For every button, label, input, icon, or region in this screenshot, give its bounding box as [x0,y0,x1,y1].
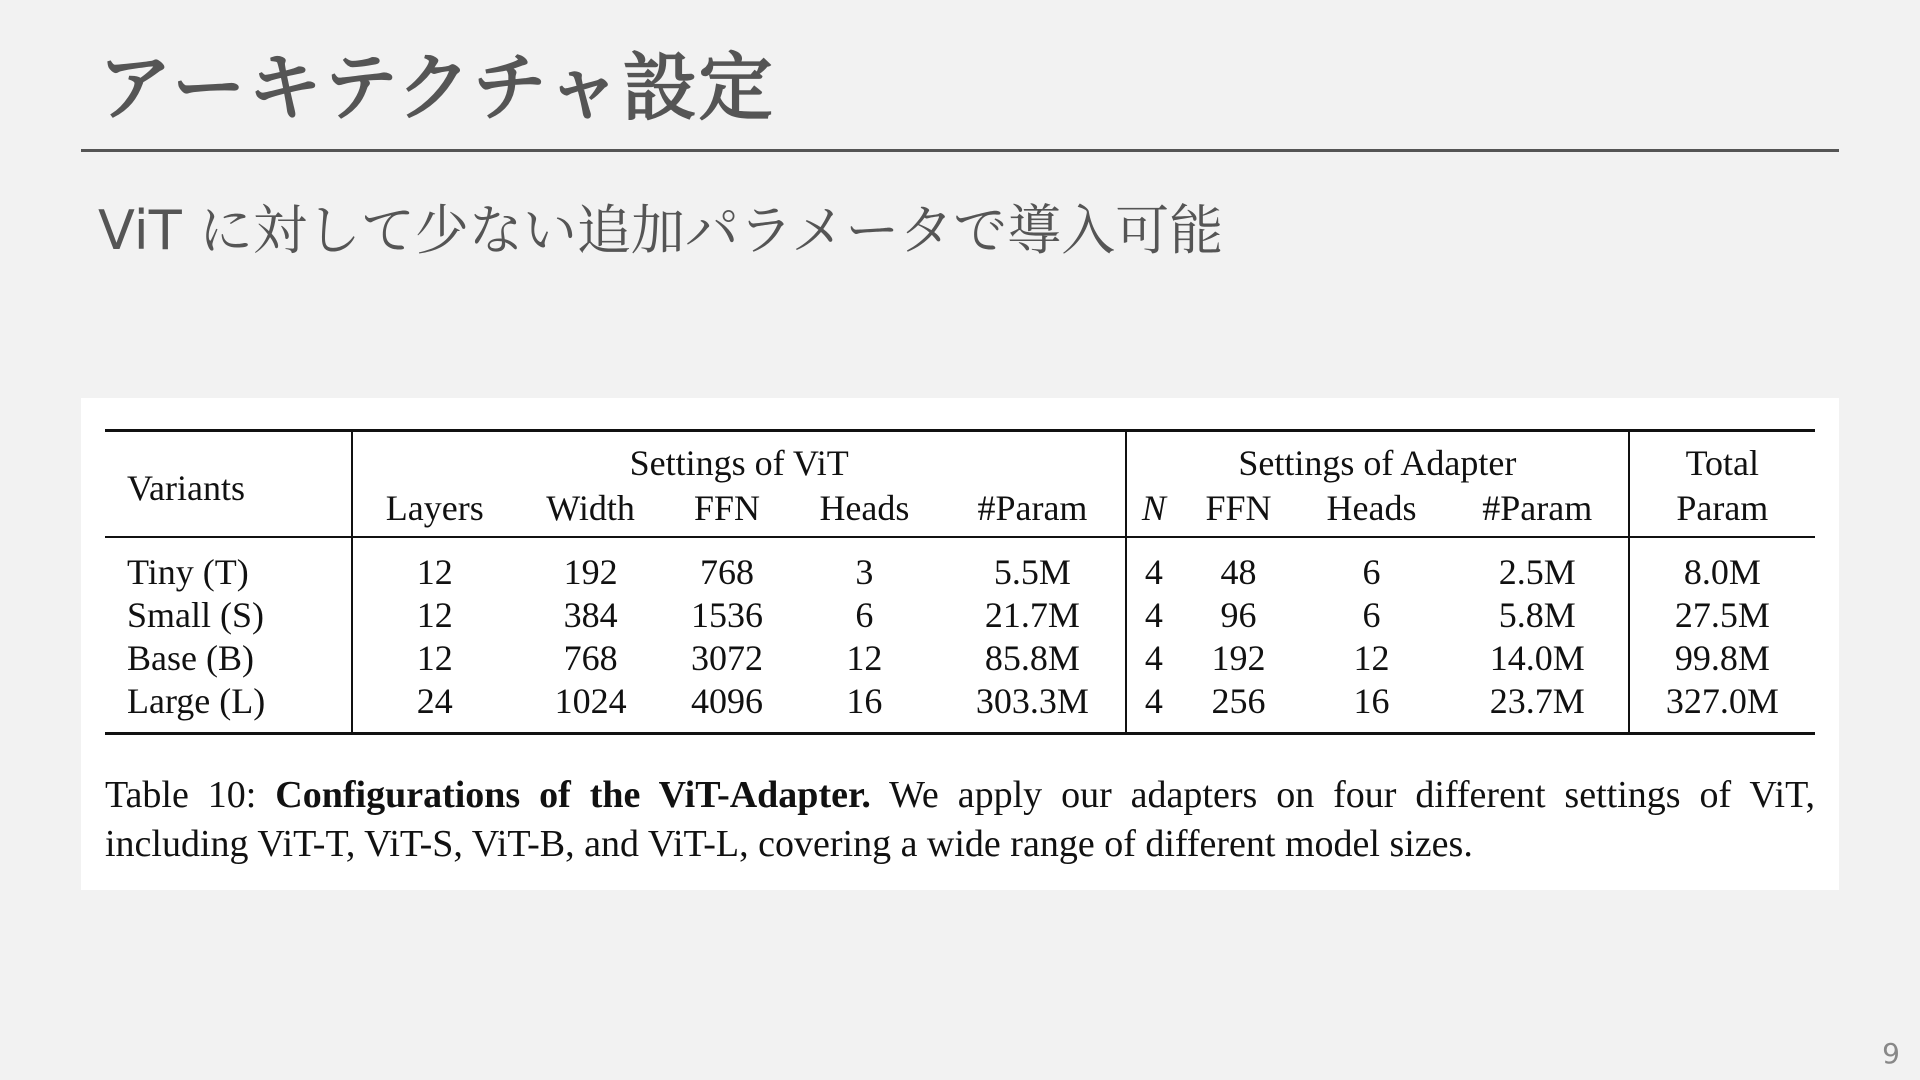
cell-variant: Small (S) [105,593,352,636]
slide-subtitle: ViT に対して少ない追加パラメータで導入可能 [98,199,1224,262]
title-divider [81,149,1839,152]
cell-heads: 3 [855,551,874,592]
cell-param: 85.8M [940,636,1126,679]
cell-adapter-param: 5.8M [1447,593,1629,636]
cell-layers: 12 [416,637,453,678]
cell-heads: 6 [855,594,874,635]
cell-adapter-ffn: 48 [1220,551,1257,592]
cell-ffn: 3072 [690,637,763,678]
table-figure [81,398,1839,890]
caption-text: We apply our adapters on four different settings of ViT, including ViT-T, ViT-S, ViT-B, and ViT-L, covering a wide range of different model sizes. [105,774,1815,865]
header-adapter-heads: Heads [1326,488,1417,528]
cell-ffn: 4096 [690,680,763,721]
cell-heads: 12 [846,637,883,678]
cell-adapter-n: 4 [1144,551,1163,592]
cell-ffn: 768 [699,551,754,592]
table-row [105,537,1815,593]
cell-total: 99.8M [1674,637,1770,678]
cell-width: 384 [563,594,618,635]
header-vit-width: Width [546,488,635,528]
header-adapter-n: N [1141,488,1166,528]
cell-adapter-param: 23.7M [1447,679,1629,734]
cell-variant: Large (L) [105,679,352,734]
header-settings-vit: Settings of ViT [352,431,1126,487]
cell-layers: 12 [416,551,453,592]
page-number: 9 [1882,1037,1900,1070]
cell-width: 192 [563,551,618,592]
header-variants: Variants [105,431,352,538]
header-adapter-param: #Param [1447,486,1629,537]
header-total-top: Total [1685,443,1760,483]
cell-adapter-n: 4 [1144,680,1163,721]
cell-param: 21.7M [940,593,1126,636]
cell-param: 303.3M [940,679,1126,734]
cell-width: 1024 [554,680,627,721]
table-row [105,679,1815,734]
slide-title: アーキテクチャ設定 [98,45,775,131]
cell-param: 5.5M [940,537,1126,593]
cell-adapter-n: 4 [1144,594,1163,635]
cell-adapter-param: 14.0M [1447,636,1629,679]
header-adapter-ffn: FFN [1205,488,1272,528]
cell-layers: 12 [416,594,453,635]
header-total-bottom: Param [1676,488,1769,528]
cell-layers: 24 [416,680,453,721]
cell-total: 327.0M [1665,680,1779,721]
cell-adapter-heads: 12 [1353,637,1390,678]
header-vit-layers: Layers [385,488,484,528]
cell-adapter-n: 4 [1144,637,1163,678]
header-vit-param: #Param [940,486,1126,537]
header-vit-heads: Heads [819,488,910,528]
header-settings-adapter: Settings of Adapter [1126,431,1629,487]
table-caption [105,771,1815,869]
cell-adapter-ffn: 96 [1220,594,1257,635]
cell-total: 8.0M [1683,551,1761,592]
cell-variant: Base (B) [105,636,352,679]
caption-bold: Configurations of the ViT-Adapter. [275,774,871,816]
cell-adapter-param: 2.5M [1447,537,1629,593]
caption-label: Table 10: [105,774,276,816]
cell-adapter-heads: 6 [1362,594,1381,635]
cell-total: 27.5M [1674,594,1770,635]
cell-adapter-ffn: 192 [1211,637,1266,678]
cell-adapter-ffn: 256 [1211,680,1266,721]
configuration-table [105,429,1815,735]
cell-ffn: 1536 [690,594,763,635]
cell-adapter-heads: 16 [1353,680,1390,721]
cell-heads: 16 [846,680,883,721]
cell-adapter-heads: 6 [1362,551,1381,592]
cell-width: 768 [563,637,618,678]
header-vit-ffn: FFN [693,488,760,528]
cell-variant: Tiny (T) [105,537,352,593]
table-row [105,593,1815,636]
table-row [105,636,1815,679]
